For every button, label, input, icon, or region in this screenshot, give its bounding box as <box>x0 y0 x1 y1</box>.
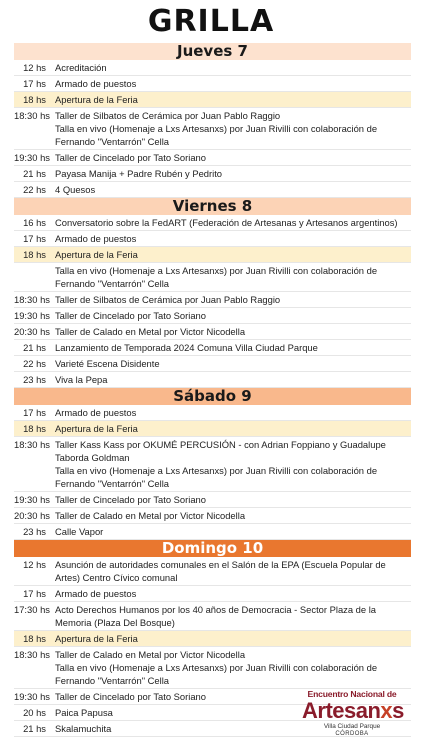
row-time: 22 hs <box>23 358 46 369</box>
row-description: Armado de puestos <box>55 78 137 89</box>
row-description: Conversatorio sobre la FedART (Federación de Artesanas y Artesanos argentinos) <box>55 217 398 228</box>
day-rows <box>14 405 411 540</box>
row-description: Armado de puestos <box>55 407 137 418</box>
schedule-row <box>14 60 411 76</box>
row-time: 21 hs <box>23 168 46 179</box>
row-description: Taller Kass Kass por OKUMÉ PERCUSIÓN - con Adrian Foppiano y Guadalupe Taborda Goldman Talla en vivo (Homenaje a Lxs Artesanxs) por Juan Rivilli con colaboración de Fernando "Ventarrón" Cella <box>55 439 386 489</box>
row-description: Apertura de la Feria <box>55 423 138 434</box>
schedule-row <box>14 508 411 524</box>
row-description: Taller de Silbatos de Cerámica por Juan Pablo Raggio Talla en vivo (Homenaje a Lxs Artesanxs) por Juan Rivilli con colaboración de Fernando "Ventarrón" Cella <box>55 110 378 147</box>
row-description: Acreditación <box>55 62 107 73</box>
row-description: Varieté Escena Disidente <box>55 358 160 369</box>
row-description: Talla en vivo (Homenaje a Lxs Artesanxs) por Juan Rivilli con colaboración de Fernando "Ventarrón" Cella <box>55 265 378 289</box>
schedule-row <box>14 340 411 356</box>
schedule-row <box>14 247 411 263</box>
schedule-row <box>14 372 411 388</box>
row-time: 16 hs <box>23 217 46 228</box>
row-time: 18 hs <box>23 423 46 434</box>
day-header: Viernes 8 <box>14 198 411 215</box>
row-description: Taller de Cincelado por Tato Soriano <box>55 494 206 505</box>
row-time: 17 hs <box>23 78 46 89</box>
schedule-row <box>14 356 411 372</box>
schedule-row <box>14 324 411 340</box>
row-time: 18 hs <box>23 249 46 260</box>
schedule-row <box>14 92 411 108</box>
row-time: 19:30 hs <box>14 152 50 163</box>
row-time: 22 hs <box>23 184 46 195</box>
row-description: Apertura de la Feria <box>55 249 138 260</box>
day-rows <box>14 215 411 388</box>
row-time: 18 hs <box>23 94 46 105</box>
row-time: 23 hs <box>23 374 46 385</box>
row-description: Armado de puestos <box>55 588 137 599</box>
row-description: Taller de Calado en Metal por Victor Nicodella Talla en vivo (Homenaje a Lxs Artesanxs) por Juan Rivilli con colaboración de Fernando "Ventarrón" Cella <box>55 649 378 686</box>
schedule-row <box>14 557 411 586</box>
logo-main-b: s <box>392 698 404 723</box>
row-description: Lanzamiento de Temporada 2024 Comuna Villa Ciudad Parque <box>55 342 318 353</box>
row-time: 12 hs <box>23 559 46 570</box>
schedule-row <box>14 166 411 182</box>
day-header: Jueves 7 <box>14 43 411 60</box>
schedule-row <box>14 524 411 540</box>
row-description: Acto Derechos Humanos por los 40 años de Democracia - Sector Plaza de la Memoria (Plaza Del Bosque) <box>55 604 376 628</box>
schedule-row <box>14 263 411 292</box>
row-time: 21 hs <box>23 342 46 353</box>
row-description: Asunción de autoridades comunales en el Salón de la EPA (Escuela Popular de Artes) Centro Cívico comunal <box>55 559 386 583</box>
row-time: 18:30 hs <box>14 439 50 450</box>
schedule-row <box>14 231 411 247</box>
row-time: 19:30 hs <box>14 691 50 702</box>
schedule-row <box>14 602 411 631</box>
row-time: 17 hs <box>23 588 46 599</box>
schedule-row <box>14 421 411 437</box>
row-time: 17 hs <box>23 233 46 244</box>
logo-main-a: Artesan <box>302 698 381 723</box>
row-time: 23 hs <box>23 526 46 537</box>
row-description: Taller de Calado en Metal por Victor Nicodella <box>55 326 246 337</box>
schedule-row <box>14 492 411 508</box>
logo-main-text <box>302 699 402 723</box>
day-header: Sábado 9 <box>14 388 411 405</box>
schedule-row <box>14 76 411 92</box>
row-description: Paica Papusa <box>55 707 113 718</box>
page-title: GRILLA <box>147 4 275 39</box>
schedule-row <box>14 586 411 602</box>
row-description: Payasa Manija + Padre Rubén y Pedrito <box>55 168 223 179</box>
row-time: 20:30 hs <box>14 326 50 337</box>
row-description: Calle Vapor <box>55 526 104 537</box>
row-time: 20:30 hs <box>14 510 50 521</box>
row-description: Taller de Cincelado por Tato Soriano <box>55 691 206 702</box>
row-description: Taller de Cincelado por Tato Soriano <box>55 152 206 163</box>
row-time <box>14 264 55 290</box>
row-description: Apertura de la Feria <box>55 94 138 105</box>
row-description: Armado de puestos <box>55 233 137 244</box>
row-time: 18:30 hs <box>14 294 50 305</box>
row-description: Viva la Pepa <box>55 374 108 385</box>
row-time: 19:30 hs <box>14 494 50 505</box>
logo-top-text: Encuentro Nacional de <box>307 689 397 699</box>
schedule-row <box>14 292 411 308</box>
logo-place: Villa Ciudad Parque <box>323 723 381 730</box>
schedule-row <box>14 182 411 198</box>
schedule-row <box>14 150 411 166</box>
schedule-row <box>14 631 411 647</box>
row-description: Taller de Calado en Metal por Victor Nicodella <box>55 510 246 521</box>
schedule-row <box>14 308 411 324</box>
logo-main-x: x <box>380 698 393 723</box>
schedule-row <box>14 405 411 421</box>
row-description: Taller de Silbatos de Cerámica por Juan Pablo Raggio <box>55 294 281 305</box>
row-time: 19:30 hs <box>14 310 50 321</box>
schedule-row <box>14 437 411 492</box>
logo-province: CÓRDOBA <box>335 731 369 737</box>
schedule-row <box>14 215 411 231</box>
row-time: 17:30 hs <box>14 604 50 615</box>
row-description: Skalamuchita <box>55 723 112 734</box>
schedule-row <box>14 108 411 150</box>
row-description: Apertura de la Feria <box>55 633 138 644</box>
schedule-body <box>0 43 422 737</box>
schedule-row <box>14 647 411 689</box>
row-time: 18:30 hs <box>14 649 50 660</box>
row-time: 12 hs <box>23 62 46 73</box>
row-time: 17 hs <box>23 407 46 418</box>
row-time: 20 hs <box>23 707 46 718</box>
row-description: 4 Quesos <box>55 184 96 195</box>
day-rows <box>14 60 411 198</box>
row-time: 21 hs <box>23 723 46 734</box>
row-time: 18 hs <box>23 633 46 644</box>
row-time: 18:30 hs <box>14 110 50 121</box>
event-logo <box>302 689 402 747</box>
day-header: Domingo 10 <box>14 540 411 557</box>
row-description: Taller de Cincelado por Tato Soriano <box>55 310 206 321</box>
